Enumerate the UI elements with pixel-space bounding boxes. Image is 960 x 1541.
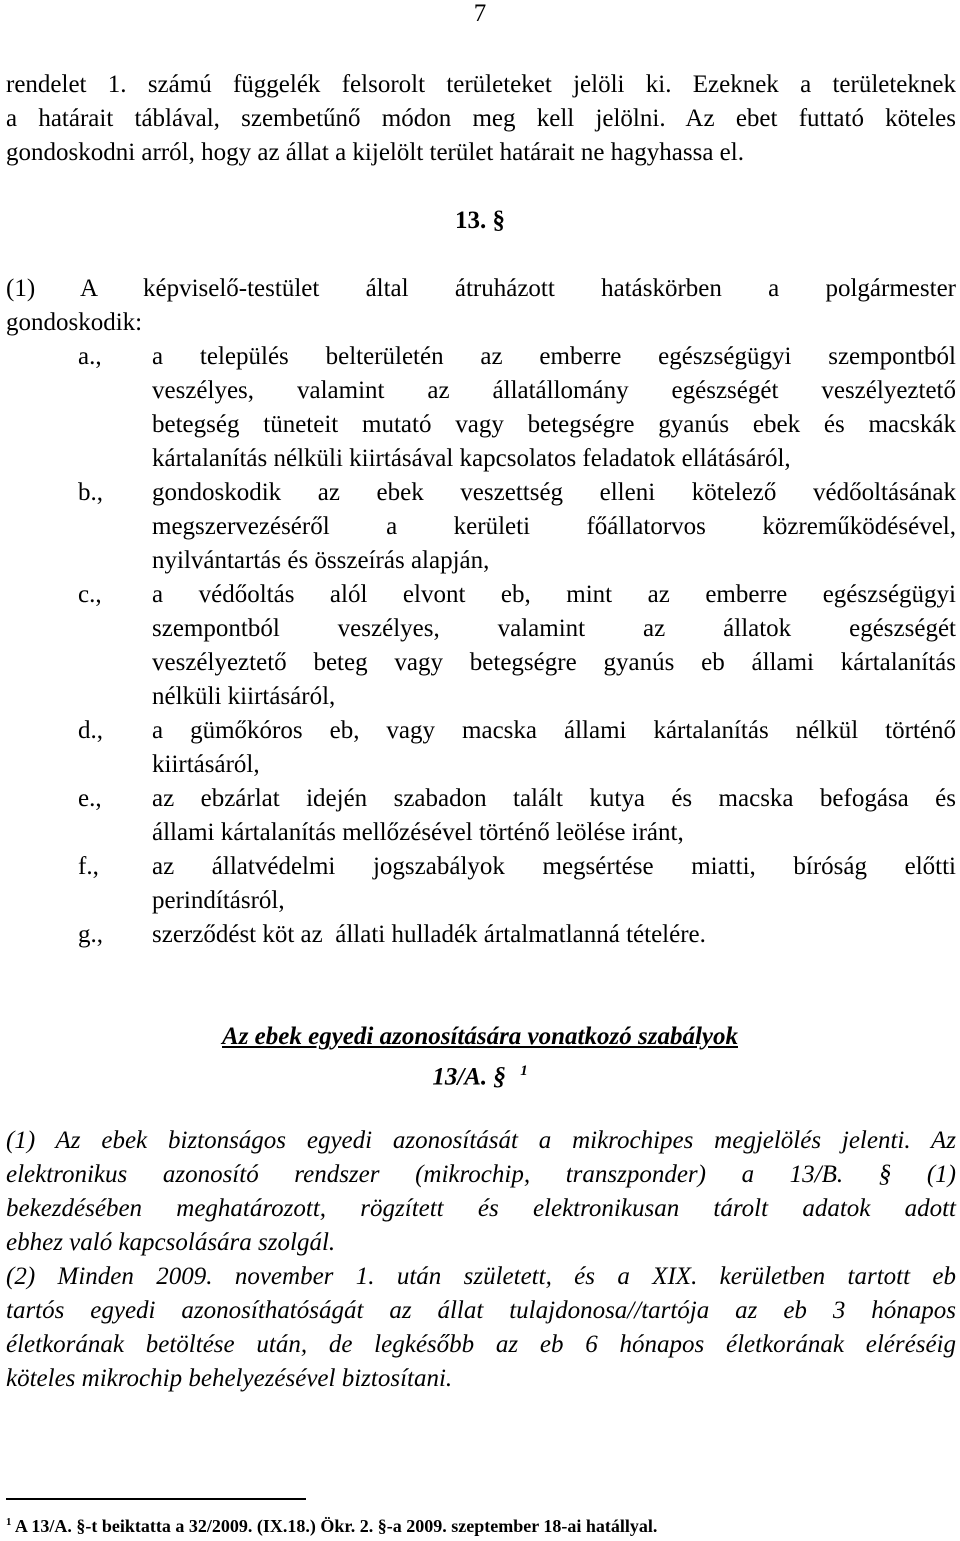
list-item-line: kiirtásáról, [152,751,260,778]
section-13a-heading-row [0,1054,960,1094]
list-item-label: b., [78,479,103,506]
list-item-label: a., [78,343,102,370]
list-item-line: állami kártalanítás mellőzésével történő leölése iránt, [152,819,684,846]
section-13-heading: 13. § [455,207,505,234]
list-item-line: betegség tüneteit mutató vagy betegségre gyanús ebek és macskák [152,411,956,438]
section-13a-heading: 13/A. § [432,1063,506,1091]
text-line: rendelet 1. számú függelék felsorolt területeket jelöli ki. Ezeknek a területeknek [6,71,956,98]
list-item-line: nyilvántartás és összeírás alapján, [152,547,490,574]
list-item-line: az állatvédelmi jogszabályok megsértése miatti, bíróság előtti [152,853,956,880]
list-item-label: e., [78,785,102,812]
list-item-line: perindításról, [152,887,285,914]
list-item-line: nélküli kiirtásáról, [152,683,336,710]
list-item-label: f., [78,853,99,880]
list-item-line: megszervezéséről a kerületi főállatorvos közreműködésével, [152,513,956,540]
page-number: 7 [473,0,487,27]
list-item-line: veszélyes, valamint az állatállomány egészségét veszélyeztető [152,377,956,404]
list-item-label: d., [78,717,103,744]
list-item-line: gondoskodik az ebek veszettség elleni kötelező védőoltásának [152,479,956,506]
text-line: (1) A képviselő-testület által átruházott hatáskörben a polgármester [6,275,956,302]
text-line: tartós egyedi azonosíthatóságát az állat tulajdonosa//tartója az eb 3 hónapos [6,1297,956,1324]
list-item-line: a védőoltás alól elvont eb, mint az emberre egészségügyi [152,581,956,608]
footnote-separator [6,1498,306,1500]
list-item-line: kártalanítás nélküli kiirtásával kapcsolatos feladatok ellátásáról, [152,445,791,472]
list-item-line: az ebzárlat idején szabadon talált kutya és macska befogása és [152,785,956,812]
list-item-line: a gümőkóros eb, vagy macska állami kártalanítás nélkül történő [152,717,956,744]
section-13a-title: Az ebek egyedi azonosítására vonatkozó szabályok [222,1023,738,1050]
text-line: gondoskodik: [6,309,143,336]
list-item-line: szerződést köt az állati hulladék ártalmatlanná tételére. [152,921,706,948]
list-item-line: veszélyeztető beteg vagy betegségre gyanús eb állami kártalanítás [152,649,956,676]
text-line: gondoskodni arról, hogy az állat a kijelölt terület határait ne hagyhassa el. [6,139,744,166]
text-line: (2) Minden 2009. november 1. után született, és a XIX. kerületben tartott eb [6,1263,956,1290]
text-line: elektronikus azonosító rendszer (mikrochip, transzponder) a 13/B. § (1) [6,1161,956,1188]
text-line: bekezdésében meghatározott, rögzített és elektronikusan tárolt adatok adott [6,1195,956,1222]
text-line: a határait táblával, szembetűnő módon meg kell jelölni. Az ebet futtató köteles [6,105,956,132]
text-line: ebhez való kapcsolására szolgál. [6,1229,336,1256]
list-item-label: c., [78,581,102,608]
text-line: (1) Az ebek biztonságos egyedi azonosítását a mikrochipes megjelölés jelenti. Az [6,1127,956,1154]
list-item-label: g., [78,921,103,948]
footnote-text: A 13/A. §-t beiktatta a 32/2009. (IX.18.) Ökr. 2. §-a 2009. szeptember 18-ai hatállyal. [11,1516,658,1536]
footnote-reference: 1 [520,1063,528,1079]
list-item-line: a település belterületén az emberre egészségügyi szempontból [152,343,956,370]
footnote [6,1510,657,1538]
footnote-marker: 1 [6,1516,12,1528]
text-line: életkorának betöltése után, de legkésőbb az eb 6 hónapos életkorának eléréséig [6,1331,956,1358]
list-item-line: szempontból veszélyes, valamint az állatok egészségét [152,615,956,642]
text-line: köteles mikrochip behelyezésével biztosítani. [6,1365,453,1392]
